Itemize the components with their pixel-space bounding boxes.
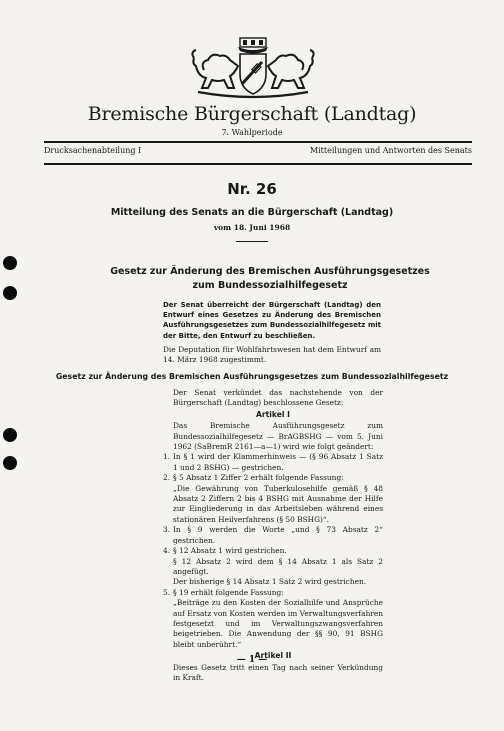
list-item: 1. In § 1 wird der Klammerhinweis — (§ 96 Absatz 1 Satz 1 und 2 BSHG) — gestrichen. [163, 452, 383, 472]
list-item: 3. In § 9 werden die Worte „und § 73 Absatz 2“ gestrichen. [163, 525, 383, 545]
page-number: — 1 — [236, 655, 268, 665]
divider [236, 241, 268, 242]
divider [44, 141, 472, 143]
preamble: Der Senat verkündet das nachstehende von der Bürgerschaft (Landtag) beschlossene Gesetz: [173, 388, 383, 408]
law-heading: Gesetz zur Änderung des Bremischen Ausführungsgesetzes zum Bundessozialhilfegesetz [55, 372, 449, 381]
law-title [100, 265, 440, 293]
article-2-heading: Artikel II [254, 651, 292, 661]
punch-hole [3, 428, 17, 442]
department-label: Drucksachenabteilung I [44, 146, 142, 155]
law-title-line-1: Gesetz zur Änderung des Bremischen Ausführungsgesetzes [110, 266, 430, 277]
divider [44, 163, 472, 165]
intro-paragraph: Der Senat überreicht der Bürgerschaft (Landtag) den Entwurf eines Gesetzes zu Änderung des Bremischen Ausführungsgesetzes zum Bundessozialhilfegesetz mit der Bitte, den Entwurf zu beschließen. [163, 301, 381, 340]
list-item: 2. § 5 Absatz 1 Ziffer 2 erhält folgende Fassung: „Die Gewährung von Tuberkulosehilfe gemäß § 48 Absatz 2 Ziffern 2 bis 4 BSHG mit Ausnahme der Hilfe zur Eingliederung in das Arbeitsleben während eines stationären Heilverfahrens (§ 50 BSHG)“. [163, 473, 383, 524]
punch-hole [3, 256, 17, 270]
punch-hole [3, 286, 17, 300]
article-2-text: Dieses Gesetz tritt einen Tag nach seiner Verkündung in Kraft. [173, 662, 383, 682]
bremen-coat-of-arms-icon [190, 36, 316, 100]
series-label: Mitteilungen und Antworten des Senats [309, 146, 472, 155]
article-1-heading: Artikel I [256, 409, 290, 419]
document-number: Nr. 26 [227, 180, 277, 198]
parliament-title: Bremische Bürgerschaft (Landtag) [87, 103, 417, 125]
law-title-line-2: zum Bundessozialhilfegesetz [192, 280, 348, 291]
list-item: 5. § 19 erhält folgende Fassung: „Beiträge zu den Kosten der Sozialhilfe und Ansprüche auf Ersatz von Kosten werden im Verwaltungsverfahren festgesetzt und im Verwaltungszwangsverfahren beigetrieben. Die Anwendung der §§ 90, 91 BSHG bleibt unberührt.“ [163, 587, 383, 649]
list-item: 4. § 12 Absatz 1 wird gestrichen. § 12 Absatz 2 wird dem § 14 Absatz 1 als Satz 2 angefügt. Der bisherige § 14 Absatz 1 Satz 2 wird gestrichen. [163, 546, 383, 587]
mitteilung-title: Mitteilung des Senats an die Bürgerschaft (Landtag) [110, 207, 394, 218]
law-body [163, 388, 383, 683]
legislative-period: 7. Wahlperiode [221, 128, 283, 137]
article-1-intro: Das Bremische Ausführungsgesetz zum Bundessozialhilfegesetz — BrAGBSHG — vom 5. Juni 1962 (SaBremR 2161—a—1) wird wie folgt geändert: [173, 421, 383, 452]
punch-hole [3, 456, 17, 470]
document-date: vom 18. Juni 1968 [213, 223, 291, 232]
header-row [44, 146, 472, 155]
deputation-paragraph: Die Deputation für Wohlfahrtswesen hat dem Entwurf am 14. März 1968 zugestimmt. [163, 345, 381, 365]
